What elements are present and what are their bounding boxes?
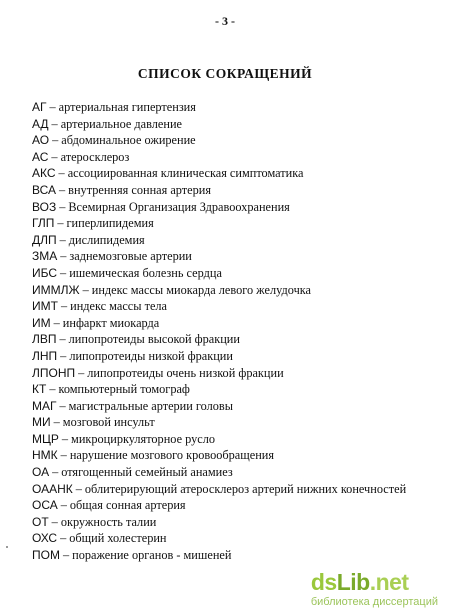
abbreviation-entry	[32, 431, 432, 448]
abbreviation-term: МИ	[32, 415, 51, 430]
abbreviation-term: ЛНП	[32, 348, 58, 363]
abbreviation-entry	[32, 265, 432, 282]
abbreviation-entry	[32, 215, 432, 232]
abbreviation-dash: –	[52, 133, 59, 148]
abbreviation-definition: абдоминальное ожирение	[61, 133, 196, 148]
abbreviation-dash: –	[61, 431, 69, 446]
page-number: - 3 -	[215, 14, 235, 28]
abbreviation-term: ОХС	[32, 531, 58, 546]
scan-speck	[6, 546, 8, 548]
abbreviation-dash: –	[60, 348, 67, 363]
abbreviation-definition: липопротеиды высокой фракции	[68, 332, 240, 347]
abbreviation-term: ИМТ	[32, 299, 58, 314]
abbreviation-definition: индекс массы тела	[70, 299, 168, 314]
abbreviation-definition: микроциркуляторное русло	[71, 431, 215, 446]
abbreviation-term: АС	[32, 149, 49, 164]
abbreviation-dash: –	[51, 116, 58, 131]
watermark	[311, 570, 438, 609]
abbreviation-definition: индекс массы миокарда левого желудочка	[91, 282, 311, 297]
abbreviation-dash: –	[59, 232, 66, 247]
abbreviation-dash: –	[49, 100, 56, 114]
abbreviation-entry	[32, 481, 432, 498]
abbreviation-dash: –	[58, 166, 65, 181]
abbreviation-dash: –	[62, 548, 70, 563]
abbreviation-term: ГЛП	[32, 216, 55, 231]
abbreviation-entry	[32, 398, 432, 415]
abbreviation-term: НМК	[32, 448, 58, 463]
abbreviation-definition: гиперлипидемия	[66, 216, 154, 231]
abbreviation-definition: инфаркт миокарда	[62, 315, 160, 330]
abbreviation-list	[32, 99, 432, 564]
abbreviation-definition: липопротеиды низкой фракции	[69, 348, 233, 363]
abbreviation-dash: –	[59, 182, 66, 197]
abbreviation-entry	[32, 149, 432, 166]
abbreviation-entry	[32, 464, 432, 481]
watermark-logo-net: .net	[369, 569, 409, 595]
abbreviation-term: ОААНК	[32, 481, 73, 496]
abbreviation-term: ИБС	[32, 265, 58, 280]
abbreviation-term: ОТ	[32, 514, 49, 529]
abbreviation-entry	[32, 514, 432, 531]
abbreviation-term: ДЛП	[32, 232, 57, 247]
abbreviation-entry	[32, 99, 432, 116]
abbreviation-dash: –	[78, 365, 85, 380]
abbreviation-entry	[32, 331, 432, 348]
abbreviation-term: АД	[32, 116, 49, 131]
abbreviation-definition: атеросклероз	[60, 149, 130, 164]
abbreviation-definition: окружность талии	[60, 514, 157, 529]
abbreviation-term: ОСА	[32, 498, 58, 513]
abbreviation-definition: компьютерный томограф	[58, 382, 190, 397]
abbreviation-dash: –	[57, 216, 64, 231]
abbreviation-dash: –	[60, 498, 67, 513]
abbreviation-term: ЗМА	[32, 249, 58, 264]
abbreviation-definition: артериальная гипертензия	[58, 100, 196, 114]
abbreviation-term: АГ	[32, 100, 47, 114]
abbreviation-definition: общая сонная артерия	[69, 498, 186, 513]
abbreviation-entry	[32, 132, 432, 149]
abbreviation-definition: магистральные артерии головы	[68, 398, 233, 413]
abbreviation-dash: –	[60, 265, 67, 280]
abbreviation-definition: ассоциированная клиническая симптоматика	[67, 166, 304, 181]
abbreviation-definition: внутренняя сонная артерия	[68, 182, 212, 197]
abbreviation-definition: артериальное давление	[60, 116, 182, 131]
abbreviation-entry	[32, 530, 432, 547]
abbreviation-entry	[32, 497, 432, 514]
abbreviation-definition: ишемическая болезнь сердца	[69, 265, 222, 280]
watermark-logo-ds: ds	[310, 569, 337, 595]
watermark-caption: библиотека диссертаций	[310, 596, 438, 608]
abbreviation-entry	[32, 165, 432, 182]
abbreviation-term: ВОЗ	[32, 199, 57, 214]
abbreviation-term: ЛВП	[32, 332, 57, 347]
abbreviation-entry	[32, 315, 432, 332]
abbreviation-dash: –	[53, 415, 60, 430]
abbreviation-dash: –	[53, 315, 60, 330]
abbreviation-term: ПОМ	[32, 548, 60, 563]
abbreviation-term: ИММЛЖ	[32, 282, 80, 297]
abbreviation-term: ИМ	[32, 315, 51, 330]
abbreviation-entry	[32, 547, 432, 564]
abbreviation-entry	[32, 248, 432, 265]
abbreviation-dash: –	[59, 199, 66, 214]
abbreviation-term: АКС	[32, 166, 56, 181]
page-title: СПИСОК СОКРАЩЕНИЙ	[137, 66, 313, 81]
abbreviation-entry	[32, 116, 432, 133]
abbreviation-dash: –	[60, 448, 67, 463]
abbreviation-entry	[32, 232, 432, 249]
abbreviation-definition: дислипидемия	[68, 232, 145, 247]
abbreviation-dash: –	[60, 299, 68, 314]
abbreviation-entry	[32, 348, 432, 365]
abbreviation-term: АО	[32, 133, 50, 148]
abbreviation-entry	[32, 365, 432, 382]
abbreviation-dash: –	[59, 332, 66, 347]
abbreviation-entry	[32, 414, 432, 431]
abbreviation-term: ЛПОНП	[32, 365, 76, 380]
abbreviation-term: МАГ	[32, 398, 57, 413]
abbreviation-dash: –	[51, 149, 58, 164]
abbreviation-definition: нарушение мозгового кровообращения	[69, 448, 275, 463]
abbreviation-term: МЦР	[32, 431, 59, 446]
abbreviation-definition: поражение органов - мишеней	[72, 548, 232, 563]
abbreviation-dash: –	[60, 249, 67, 264]
abbreviation-entry	[32, 282, 432, 299]
watermark-logo	[311, 570, 438, 594]
abbreviation-definition: мозговой инсульт	[62, 415, 155, 430]
abbreviation-dash: –	[52, 465, 59, 480]
abbreviation-dash: –	[75, 481, 82, 496]
abbreviation-term: КТ	[32, 382, 47, 397]
abbreviation-definition: облитерирующий атеросклероз артерий нижних конечностей	[84, 481, 407, 496]
abbreviation-dash: –	[49, 382, 56, 397]
watermark-logo-lib: Lib	[336, 569, 370, 595]
abbreviation-entry	[32, 381, 432, 398]
abbreviation-dash: –	[51, 514, 58, 529]
abbreviation-entry	[32, 447, 432, 464]
abbreviation-definition: Всемирная Организация Здравоохранения	[68, 199, 290, 214]
abbreviation-term: ВСА	[32, 182, 57, 197]
abbreviation-definition: общий холестерин	[69, 531, 167, 546]
abbreviation-entry	[32, 182, 432, 199]
abbreviation-dash: –	[82, 282, 89, 297]
abbreviation-definition: липопротеиды очень низкой фракции	[87, 365, 284, 380]
abbreviation-dash: –	[59, 398, 66, 413]
abbreviation-definition: отягощенный семейный анамиез	[61, 465, 233, 480]
abbreviation-dash: –	[60, 531, 67, 546]
abbreviation-term: ОА	[32, 465, 50, 480]
abbreviation-entry	[32, 199, 432, 216]
abbreviation-entry	[32, 298, 432, 315]
abbreviation-definition: заднемозговые артерии	[69, 249, 192, 264]
